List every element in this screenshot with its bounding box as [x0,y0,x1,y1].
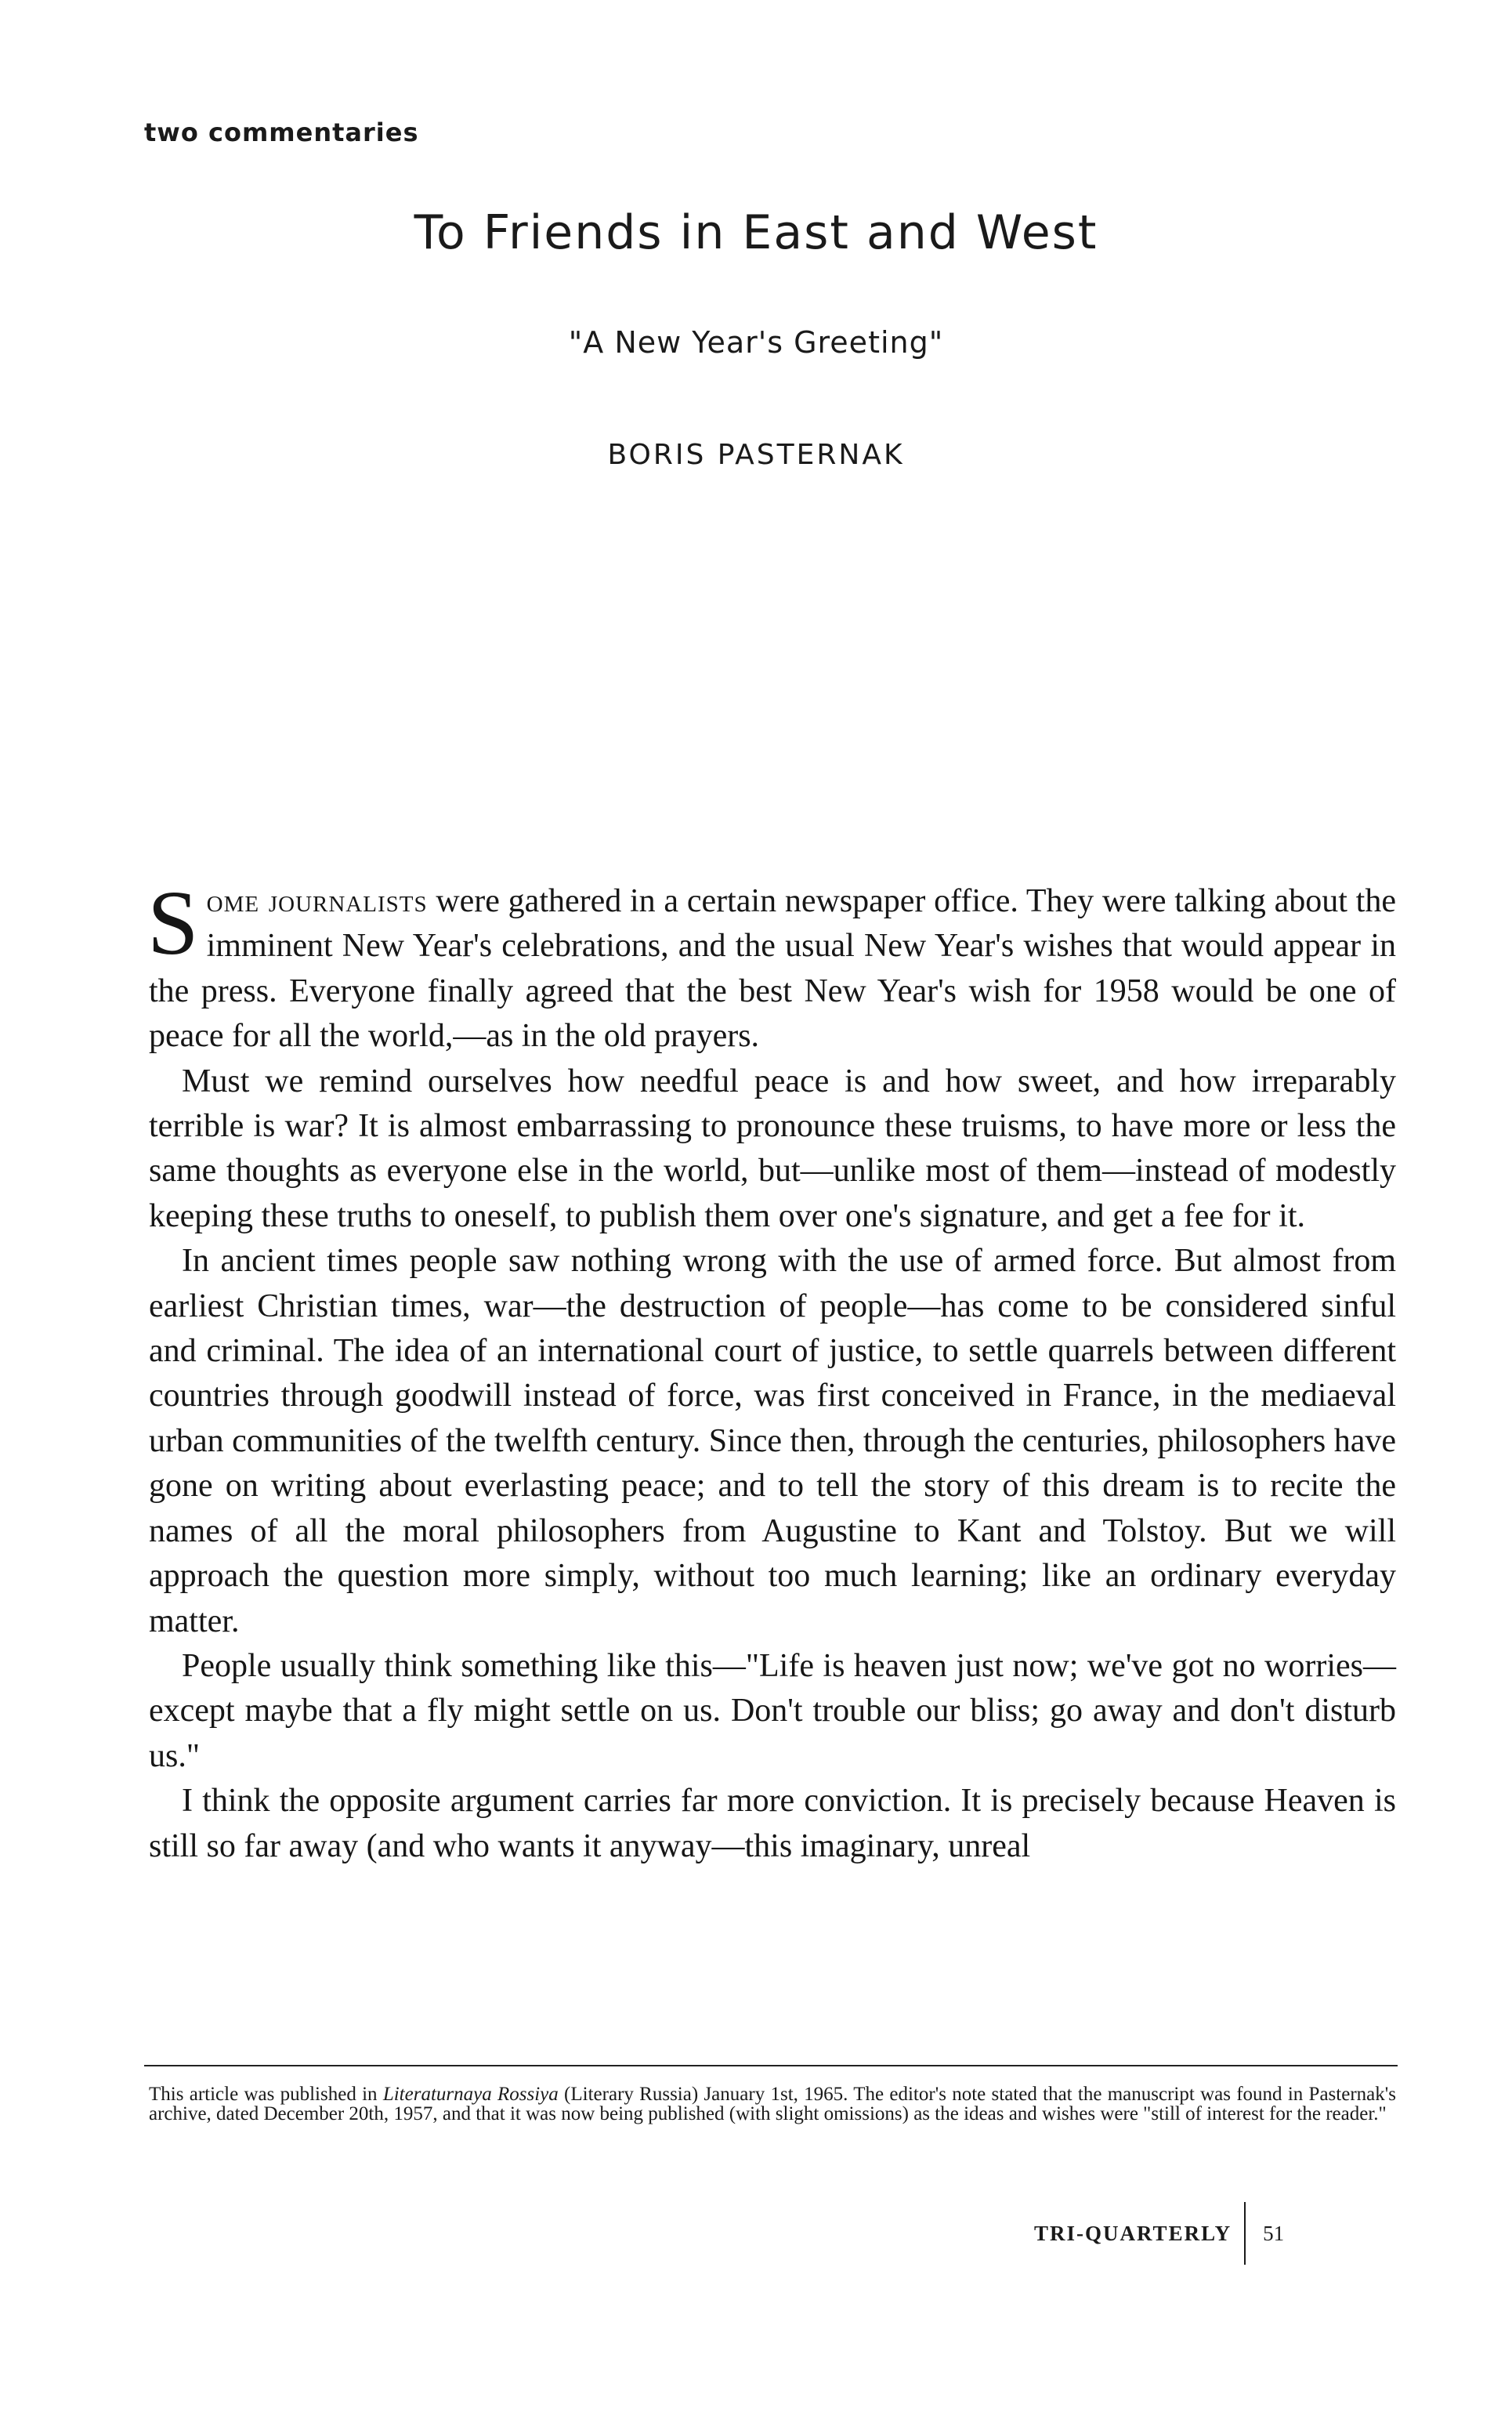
drop-cap: S [147,871,199,974]
journal-name: TRI-QUARTERLY [1034,2221,1232,2245]
paragraph-text: were gathered in a certain newspaper office. They were talking about the imminent New Year's celebrations, and the usual New Year's wishes that would appear in the press. Everyone finally agreed that the best New Year's wish for 1958 would be one of peace for all the world,—as in the old prayers. [149,883,1396,1055]
article-title: To Friends in East and West [414,205,1098,260]
footnote-publication: Literaturnaya Rossiya [382,2084,559,2105]
paragraph [147,871,1396,1059]
footnote-divider [144,2065,1398,2066]
footnote [149,2084,1396,2124]
page-number: 51 [1263,2221,1285,2245]
article-body [147,871,1396,1869]
folio-divider [1244,2202,1246,2265]
footnote-text: (Literary Russia) January 1st, 1965. The editor's note stated that the manuscript was found in Pasternak's archive, dated December 20th, 1957, and that it was now being published (with slight omissions) as the ideas and wishes were "still of interest for the reader." [149,2084,1396,2124]
footnote-text: This article was published in [149,2084,383,2105]
paragraph: Must we remind ourselves how needful peace is and how sweet, and how irreparably terrible is war? It is almost embarrassing to pronounce these truisms, to have more or less the same thoughts as everyone else in the world, but—unlike most of them—instead of modestly keeping these truths to oneself, to publish them over one's signature, and get a fee for it. [149,1063,1396,1234]
article-subtitle: "A New Year's Greeting" [568,325,944,360]
article-author: BORIS PASTERNAK [607,439,905,471]
paragraph: People usually think something like this—"Life is heaven just now; we've got no worries—except maybe that a fly might settle on us. Don't trouble our bliss; go away and don't disturb us." [149,1647,1396,1774]
paragraph: I think the opposite argument carries far more conviction. It is precisely because Heaven is still so far away (and who wants it anyway—this imaginary, unreal [149,1783,1396,1864]
lead-in: ome journalists [206,883,428,919]
section-label: two commentaries [144,118,419,147]
page-footer [1034,2202,1284,2265]
paragraph: In ancient times people saw nothing wrong with the use of armed force. But almost from earliest Christian times, war—the destruction of people—has come to be considered sinful and criminal. The idea of an international court of justice, to settle quarrels between different countries through goodwill instead of force, was first conceived in France, in the mediaeval urban communities of the twelfth century. Since then, through the centuries, philosophers have gone on writing about everlasting peace; and to tell the story of this dream is to recite the names of all the moral philosophers from Augustine to Kant and Tolstoy. But we will approach the question more simply, without too much learning; like an ordinary everyday matter. [149,1243,1396,1639]
